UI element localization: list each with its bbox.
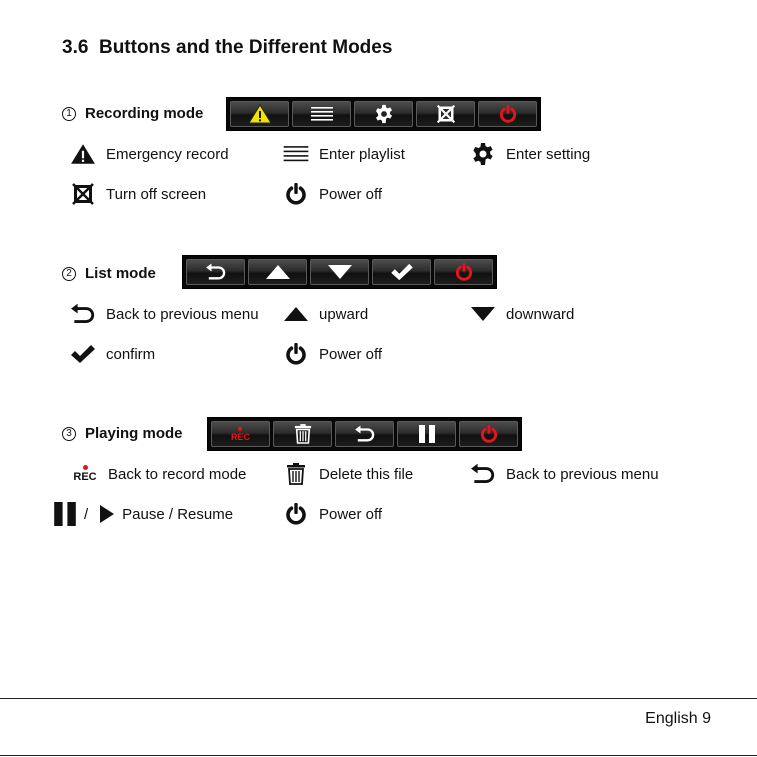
pause-icon: [53, 502, 77, 526]
legend-item: [470, 301, 574, 327]
warning-icon: [70, 142, 96, 166]
up-arrow-icon: [265, 264, 291, 280]
power-icon: [454, 262, 474, 282]
list-mode-heading: [62, 265, 156, 282]
list-mode-toolbar: [182, 255, 497, 289]
trash-icon: [286, 462, 306, 486]
footer-rule-top: [0, 698, 757, 699]
recording-mode-toolbar: [226, 97, 541, 131]
legend-item: [70, 301, 259, 327]
screen-off-icon: [436, 104, 456, 124]
legend-label: Enter setting: [506, 145, 591, 163]
gear-icon: [471, 142, 495, 166]
down-arrow-icon: [327, 264, 353, 280]
legend-item: [470, 141, 590, 167]
legend-label: Back to record mode: [108, 465, 247, 483]
legend-item: [72, 461, 246, 487]
emergency-record-button[interactable]: [230, 101, 289, 127]
section-title: 3.6 Buttons and the Different Modes: [62, 37, 393, 58]
recording-mode-heading: [62, 105, 203, 122]
warning-icon: [248, 104, 272, 124]
legend-item: [283, 181, 382, 207]
legend-label: Enter playlist: [319, 145, 405, 163]
playing-mode-heading: [62, 425, 183, 442]
legend-label: downward: [506, 305, 575, 323]
pause-icon: [417, 424, 437, 444]
legend-label: upward: [319, 305, 369, 323]
power-icon: [284, 342, 308, 366]
legend-item: [70, 341, 155, 367]
mode-number-badge: 3: [62, 427, 76, 441]
mode-label: Playing mode: [85, 425, 183, 442]
screen-off-icon: [71, 182, 95, 206]
power-icon: [498, 104, 518, 124]
back-button[interactable]: [335, 421, 394, 447]
mode-label: Recording mode: [85, 105, 204, 122]
check-icon: [70, 343, 96, 365]
legend-label: Back to previous menu: [106, 305, 259, 323]
footer-rule-bottom: [0, 755, 757, 756]
screen-off-button[interactable]: [416, 101, 475, 127]
playing-mode-toolbar: [207, 417, 522, 451]
confirm-button[interactable]: [372, 259, 431, 285]
rec-icon: REC: [72, 461, 98, 487]
legend-item: [70, 181, 206, 207]
check-icon: [390, 263, 414, 281]
power-off-button[interactable]: [434, 259, 493, 285]
downward-button[interactable]: [310, 259, 369, 285]
power-off-button[interactable]: [478, 101, 537, 127]
playlist-button[interactable]: [292, 101, 351, 127]
legend-label: Pause / Resume: [122, 505, 234, 523]
back-icon: [470, 463, 496, 485]
list-icon: [283, 145, 309, 163]
setting-button[interactable]: [354, 101, 413, 127]
legend-item: [283, 461, 413, 487]
power-off-button[interactable]: [459, 421, 518, 447]
mode-number-badge: 2: [62, 267, 76, 281]
delete-button[interactable]: [273, 421, 332, 447]
legend-item: [283, 141, 405, 167]
back-button[interactable]: [186, 259, 245, 285]
play-icon: [99, 504, 115, 524]
legend-label: Emergency record: [106, 145, 229, 163]
power-icon: [479, 424, 499, 444]
legend-item: [283, 341, 382, 367]
trash-icon: [294, 424, 312, 444]
pause-button[interactable]: [397, 421, 456, 447]
power-icon: [284, 182, 308, 206]
page-footer: English 9: [645, 710, 711, 727]
gear-icon: [374, 104, 394, 124]
legend-item: [283, 501, 382, 527]
legend-label: Turn off screen: [106, 185, 207, 203]
legend-label: Delete this file: [319, 465, 414, 483]
back-icon: [70, 303, 96, 325]
legend-label: Power off: [319, 185, 383, 203]
mode-number-badge: 1: [62, 107, 76, 121]
power-icon: [284, 502, 308, 526]
back-icon: [354, 425, 376, 443]
up-arrow-icon: [283, 305, 309, 323]
legend-label: confirm: [106, 345, 156, 363]
down-arrow-icon: [470, 305, 496, 323]
legend-label: Back to previous menu: [506, 465, 659, 483]
back-icon: [205, 263, 227, 281]
legend-item: [283, 301, 368, 327]
record-mode-button[interactable]: [211, 421, 270, 447]
mode-label: List mode: [85, 265, 156, 282]
legend-item: [70, 141, 229, 167]
list-icon: [311, 106, 333, 122]
upward-button[interactable]: [248, 259, 307, 285]
legend-item: [52, 501, 233, 527]
legend-item: [470, 461, 659, 487]
rec-icon: REC: [231, 427, 250, 442]
separator: /: [84, 505, 89, 523]
legend-label: Power off: [319, 345, 383, 363]
legend-label: Power off: [319, 505, 383, 523]
